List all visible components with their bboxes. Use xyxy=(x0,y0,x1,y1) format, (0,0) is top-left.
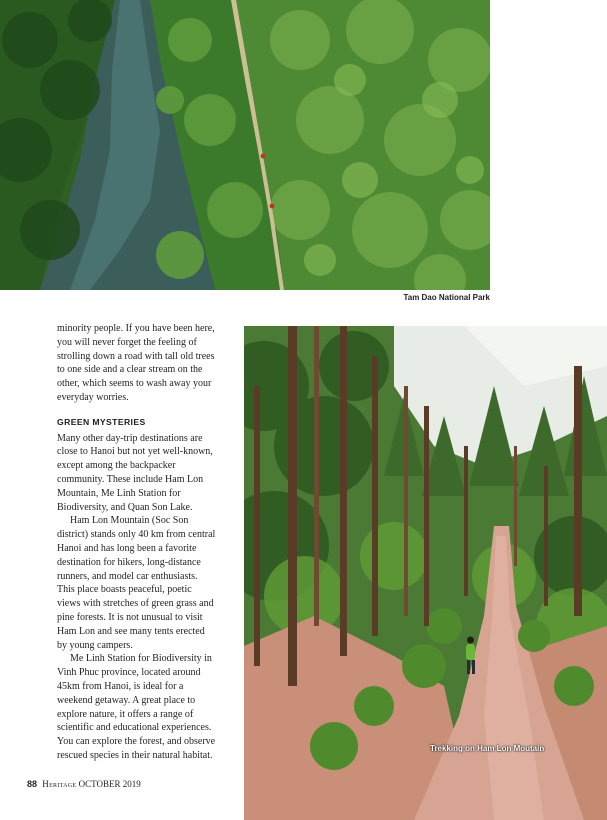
page-footer xyxy=(27,779,141,789)
article-column xyxy=(57,322,217,763)
top-photo-caption: Tam Dao National Park xyxy=(403,293,490,302)
paragraph-ham-lon: Ham Lon Mountain (Soc Son district) stands only 40 km from central Hanoi and has long been a favorite destination for hikers, long-distance runners, and model car enthusiasts. This place boasts peaceful, poetic views with stretches of green grass and pine forests. It is not unusual to visit Ham Lon and see many tents erected by young campers. xyxy=(57,515,216,651)
paragraph-me-linh: Me Linh Station for Biodiversity in Vinh Phuc province, located around 45km from Hanoi, is ideal for a weekend getaway. A great place to explore nature, it offers a range of scientific and educational experiences. You can explore the forest, and observe rescued species in their natural habitat. xyxy=(57,653,216,761)
issue-date: OCTOBER 2019 xyxy=(78,779,141,789)
publication-name: Heritage xyxy=(42,779,77,789)
paragraph-continued: minority people. If you have been here, you will never forget the feeling of strolling down a road with tall old trees to one side and a clear stream on the other, which seems to wash away your everyday worries. xyxy=(57,323,215,403)
ham-lon-photo xyxy=(244,326,607,820)
paragraph-intro: Many other day-trip destinations are close to Hanoi but not yet well-known, except among the backpacker community. These include Ham Lon Mountain, Me Linh Station for Biodiversity, and Quan Son Lake. xyxy=(57,432,213,513)
tam-dao-illustration xyxy=(0,0,490,290)
section-heading: GREEN MYSTERIES xyxy=(57,416,146,427)
page-number: 88 xyxy=(27,779,38,789)
ham-lon-illustration xyxy=(244,326,607,820)
tam-dao-photo xyxy=(0,0,490,290)
right-photo-caption: Trekking on Ham Lon Moutain xyxy=(430,744,545,753)
